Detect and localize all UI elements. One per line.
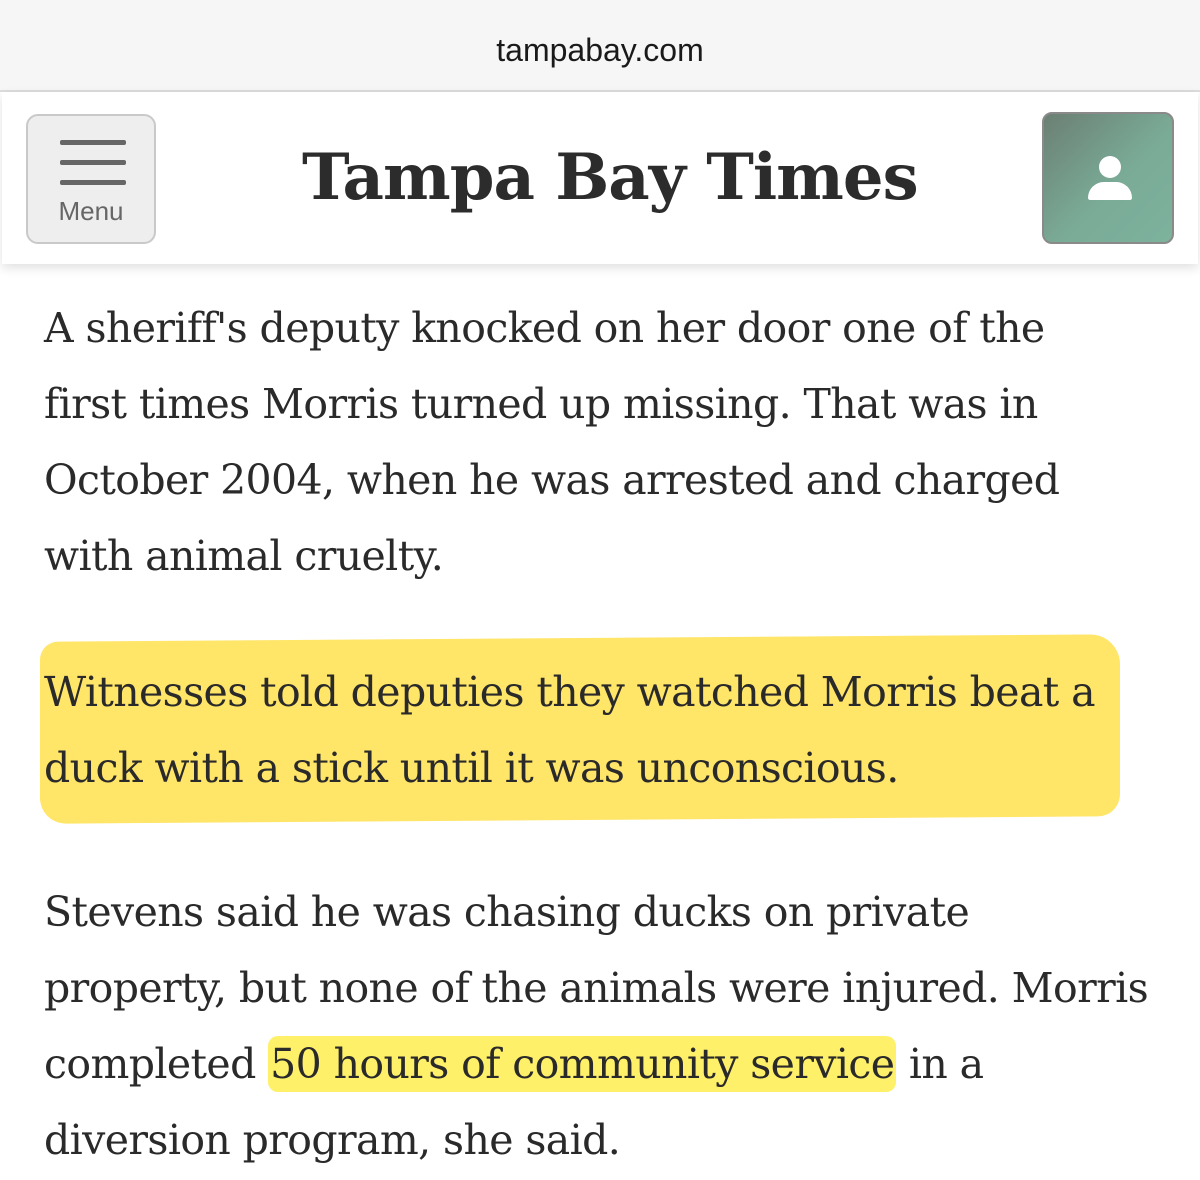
site-header xyxy=(2,92,1198,264)
account-button[interactable] xyxy=(1042,112,1174,244)
article-paragraph: A sheriff's deputy knocked on her door one of the first times Morris turned up missing. That was in October 2004, when he was arrested and charged with animal cruelty. xyxy=(44,304,1060,580)
highlighted-phrase: 50 hours of community service xyxy=(268,1036,896,1092)
paragraph-text: in a diversion program, she said. xyxy=(44,1040,984,1164)
article-paragraph-highlighted xyxy=(44,654,1164,806)
menu-button[interactable] xyxy=(26,114,156,244)
url-text[interactable]: tampabay.com xyxy=(496,32,704,68)
hamburger-icon xyxy=(60,140,126,186)
paragraph-text: Stevens said he was chasing ducks on private property, but none of the animals were injured. Morris completed xyxy=(44,888,1149,1088)
article-paragraph xyxy=(44,874,1164,1178)
site-logo[interactable]: Tampa Bay Times xyxy=(302,140,918,215)
person-icon xyxy=(1088,156,1132,202)
highlighted-text: Witnesses told deputies they watched Morris beat a duck with a stick until it was unconscious. xyxy=(44,668,1095,792)
menu-label: Menu xyxy=(58,196,124,226)
address-bar[interactable] xyxy=(0,0,1200,92)
